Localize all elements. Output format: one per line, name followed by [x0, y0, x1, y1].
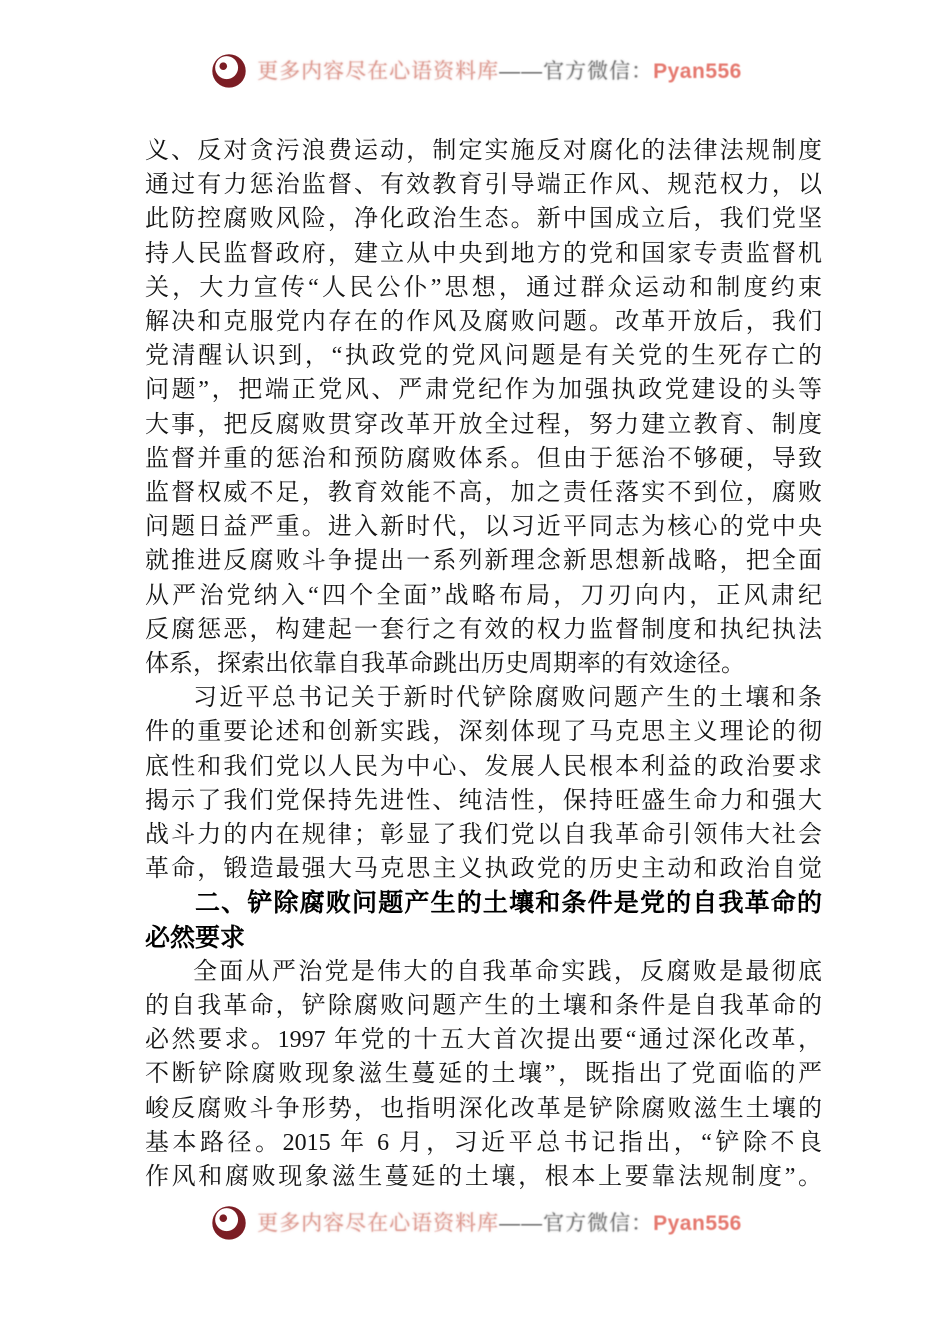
document-line: 习近平总书记关于新时代铲除腐败问题产生的土壤和条 — [193, 685, 822, 712]
document-line: 持人民监督政府，建立从中央到地方的党和国家专责监督机 — [145, 240, 822, 267]
document-line: 全面从严治党是伟大的自我革命实践，反腐败是最彻底 — [193, 958, 822, 985]
watermark-wechat-id: Pyan556 — [653, 1212, 742, 1235]
document-line: 就推进反腐败斗争提出一系列新理念新思想新战略，把全面 — [145, 548, 822, 575]
document-line: 从严治党纳入“四个全面”战略布局，刀刃向内，正风肃纪 — [145, 582, 822, 609]
section-heading-line: 二、铲除腐败问题产生的土壤和条件是党的自我革命的 — [195, 889, 822, 918]
document-body — [145, 134, 822, 1194]
document-line: 底性和我们党以人民为中心、发展人民根本利益的政治要求 — [145, 753, 822, 780]
document-line: 此防控腐败风险，净化政治生态。新中国成立后，我们党坚 — [145, 206, 822, 233]
watermark-wechat-label: 官方微信： — [543, 60, 654, 83]
watermark-text — [257, 1207, 742, 1237]
document-line: 件的重要论述和创新实践，深刻体现了马克思主义理论的彻 — [145, 719, 822, 746]
document-line: 不断铲除腐败现象滋生蔓延的土壤”，既指出了党面临的严 — [145, 1061, 822, 1088]
watermark-dash: —— — [499, 60, 544, 83]
document-line: 战斗力的内在规律；彰显了我们党以自我革命引领伟大社会 — [145, 822, 822, 849]
watermark-wechat-label: 官方微信： — [543, 1212, 654, 1235]
section-heading-line: 必然要求 — [145, 923, 246, 952]
document-line: 反腐惩恶，构建起一套行之有效的权力监督制度和执纪执法 — [145, 616, 822, 643]
watermark-wechat-id: Pyan556 — [653, 60, 742, 83]
document-line: 大事，把反腐败贯穿改革开放全过程，努力建立教育、制度 — [145, 411, 822, 438]
document-line: 解决和克服党内存在的作风及腐败问题。改革开放后，我们 — [145, 309, 822, 336]
document-line: 基本路径。2015 年 6 月，习近平总书记指出，“铲除不良 — [145, 1129, 822, 1156]
document-line: 关，大力宣传“人民公仆”思想，通过群众运动和制度约束 — [145, 274, 822, 301]
document-line: 革命，锻造最强大马克思主义执政党的历史主动和政治自觉 — [145, 856, 822, 883]
watermark-dash: —— — [499, 1212, 544, 1235]
header-watermark — [0, 46, 950, 94]
watermark-brand-text: 更多内容尽在心语资料库 — [257, 1212, 500, 1235]
document-line: 的自我革命，铲除腐败问题产生的土壤和条件是自我革命的 — [145, 993, 822, 1020]
document-line: 问题”，把端正党风、严肃党纪作为加强执政党建设的头等 — [145, 377, 822, 404]
document-line: 通过有力惩治监督、有效教育引导端正作风、规范权力，以 — [145, 172, 822, 199]
document-line: 作风和腐败现象滋生蔓延的土壤，根本上要靠法规制度”。 — [145, 1164, 822, 1191]
document-line: 必然要求。1997 年党的十五大首次提出要“通过深化改革， — [145, 1027, 822, 1054]
brand-logo-icon — [208, 1200, 250, 1244]
document-line: 揭示了我们党保持先进性、纯洁性，保持旺盛生命力和强大 — [145, 787, 822, 814]
watermark-text — [257, 55, 742, 85]
document-line: 义、反对贪污浪费运动，制定实施反对腐化的法律法规制度 — [145, 138, 822, 164]
document-line: 峻反腐败斗争形势，也指明深化改革是铲除腐败滋生土壤的 — [145, 1095, 822, 1122]
document-line: 监督权威不足，教育效能不高，加之责任落实不到位，腐败 — [145, 480, 822, 507]
document-line: 问题日益严重。进入新时代，以习近平同志为核心的党中央 — [145, 514, 822, 541]
footer-watermark — [0, 1198, 950, 1246]
document-line: 监督并重的惩治和预防腐败体系。但由于惩治不够硬，导致 — [145, 445, 822, 472]
document-line: 党清醒认识到，“执政党的党风问题是有关党的生死存亡的 — [145, 343, 822, 370]
brand-logo-icon — [208, 48, 250, 92]
watermark-brand-text: 更多内容尽在心语资料库 — [257, 60, 500, 83]
document-line: 体系，探索出依靠自我革命跳出历史周期率的有效途径。 — [145, 651, 745, 678]
